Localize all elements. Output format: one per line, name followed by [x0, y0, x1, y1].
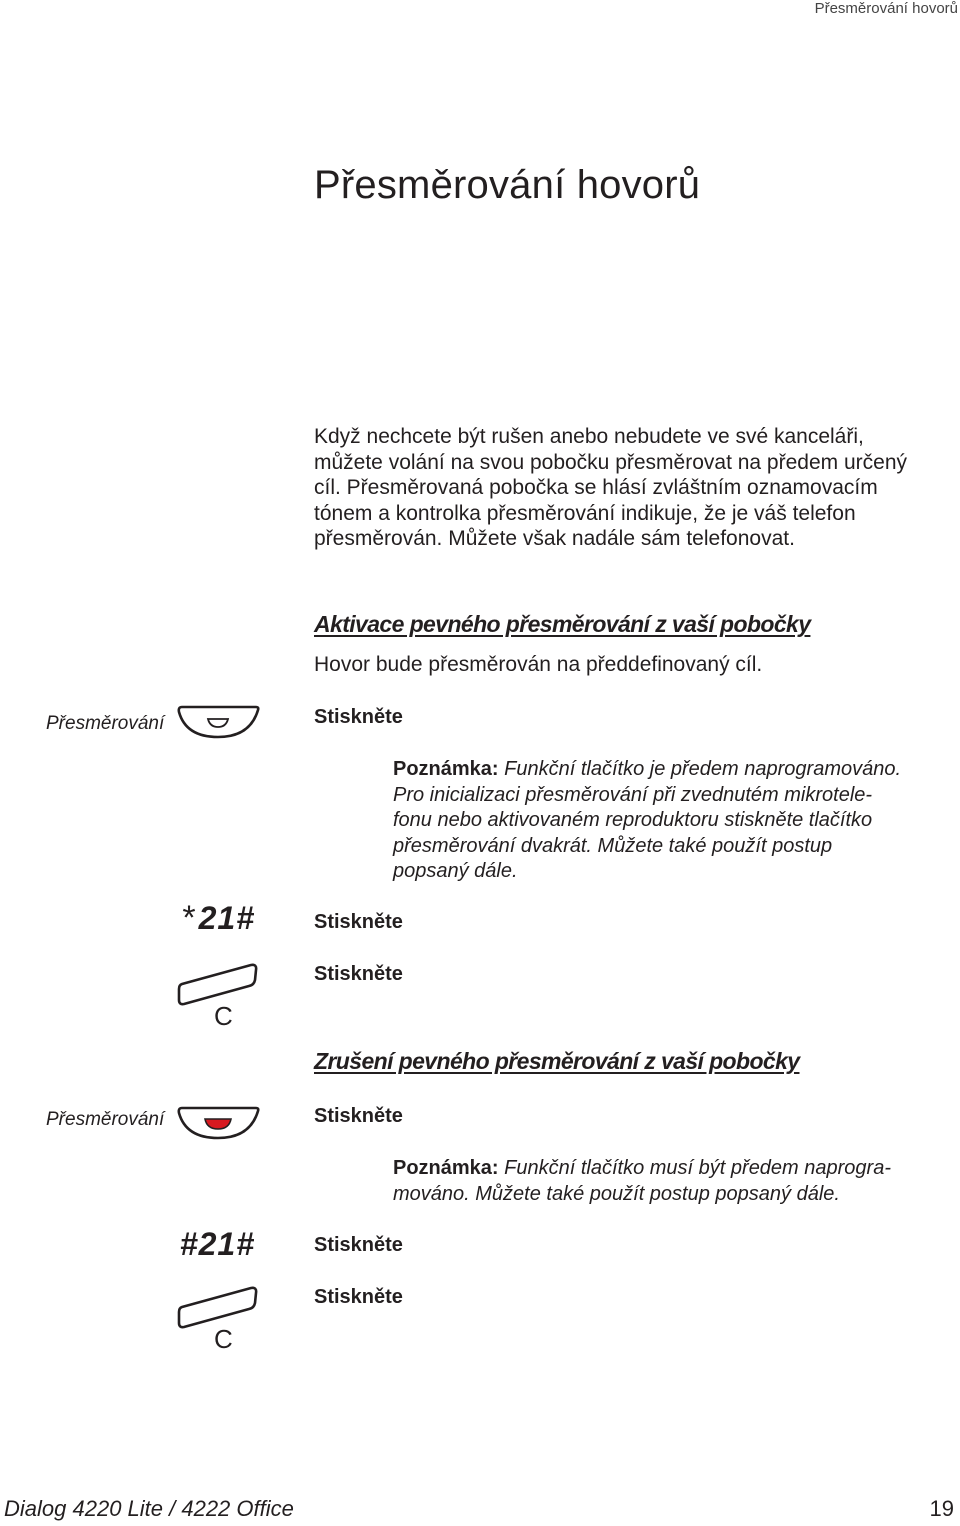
- cancel-step3-instruction: Stiskněte: [314, 1286, 403, 1308]
- cancel-side-label: Přesměrování: [46, 1109, 165, 1130]
- cancel-note: [393, 1156, 953, 1207]
- code-digits: 21#: [198, 900, 255, 936]
- diversion-key-icon: [176, 704, 260, 740]
- intro-line: můžete volání na svou pobočku přesměrovat na předem určený: [314, 450, 907, 474]
- intro-line: cíl. Přesměrovaná pobočka se hlásí zvláštním oznamovacím: [314, 476, 878, 500]
- note-label: Poznámka:: [393, 1157, 499, 1179]
- running-header: Přesměrování hovorů: [814, 0, 958, 17]
- activate-step3-instruction: Stiskněte: [314, 963, 403, 985]
- intro-line: přesměrován. Můžete však nadále sám telefonovat.: [314, 527, 795, 551]
- clear-key-label: C: [214, 1324, 233, 1354]
- cancel-step1-instruction: Stiskněte: [314, 1105, 403, 1127]
- note-line: Funkční tlačítko musí být předem naprogra-: [504, 1157, 891, 1179]
- note-label: Poznámka:: [393, 758, 499, 780]
- intro-line: tónem a kontrolka přesměrování indikuje, že je váš telefon: [314, 501, 856, 525]
- cancel-code: #21#: [179, 1226, 255, 1262]
- page-number: 19: [929, 1496, 954, 1521]
- activate-side-label: Přesměrování: [46, 713, 165, 734]
- diversion-key-lit-icon: [176, 1105, 260, 1141]
- star-symbol: *: [182, 899, 197, 937]
- note-line: přesměrování dvakrát. Můžete také použít postup: [393, 834, 833, 857]
- note-line: fonu nebo aktivovaném reproduktoru stiskněte tlačítko: [393, 809, 873, 832]
- note-line: Funkční tlačítko je předem naprogramováno.: [504, 758, 902, 780]
- activate-note: [393, 757, 953, 885]
- note-line: Pro inicializaci přesměrování při zvednutém mikrotele-: [393, 783, 873, 806]
- note-line: mováno. Můžete také použít postup popsaný dále.: [393, 1182, 840, 1205]
- page-title: Přesměrování hovorů: [314, 163, 701, 207]
- activate-heading: Aktivace pevného přesměrování z vaší pobočky: [314, 611, 811, 637]
- intro-line: Když nechcete být rušen anebo nebudete ve své kanceláři,: [314, 425, 864, 448]
- activate-step2-instruction: Stiskněte: [314, 911, 403, 933]
- activate-step1-instruction: Stiskněte: [314, 706, 403, 728]
- footer-product: Dialog 4220 Lite / 4222 Office: [4, 1496, 294, 1521]
- intro-paragraph: [314, 424, 954, 552]
- note-line: popsaný dále.: [393, 860, 518, 883]
- cancel-heading: Zrušení pevného přesměrování z vaší pobočky: [314, 1048, 800, 1074]
- activate-code: [182, 899, 255, 938]
- clear-key-label: C: [214, 1001, 233, 1031]
- cancel-step2-instruction: Stiskněte: [314, 1234, 403, 1256]
- activate-description: Hovor bude přesměrován na předdefinovaný cíl.: [314, 653, 763, 676]
